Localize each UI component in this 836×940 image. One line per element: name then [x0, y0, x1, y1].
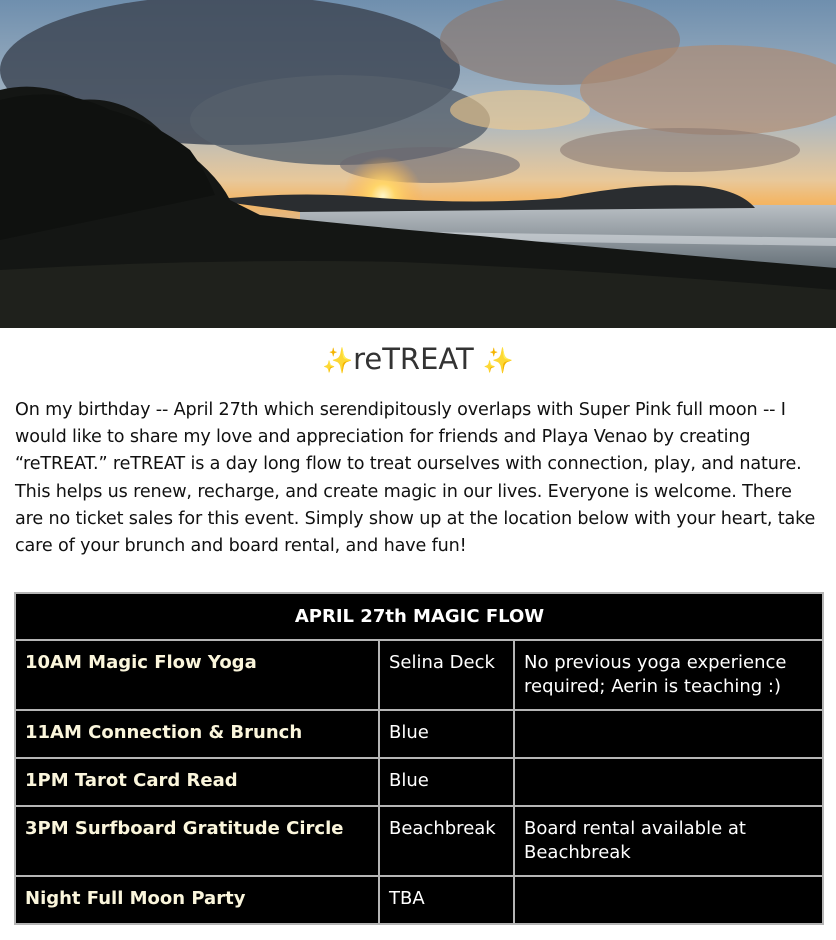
event-location: Beachbreak — [379, 806, 514, 876]
intro-paragraph: On my birthday -- April 27th which serendipitously overlaps with Super Pink full moon -- I would like to share my love and appreciation for friends and Playa Venao by creating “reTREAT.” reTREAT is a day long flow to treat ourselves with connection, play, and nature. This helps us renew, recharge, and create magic in our lives. Everyone is welcome. There are no ticket sales for this event. Simply show up at the location below with your heart, take care of your brunch and board rental, and have fun! — [15, 400, 816, 557]
event-note: Board rental available at Beachbreak — [514, 806, 823, 876]
title-text: reTREAT — [353, 342, 474, 376]
event-note — [514, 710, 823, 758]
event-note — [514, 758, 823, 806]
table-row — [15, 758, 823, 806]
page-title — [0, 338, 836, 382]
sunset-beach-photo — [0, 0, 836, 328]
event-time: 3PM Surfboard Gratitude Circle — [15, 806, 379, 876]
event-location: Blue — [379, 758, 514, 806]
table-row — [15, 806, 823, 876]
event-note: No previous yoga experience required; Aerin is teaching :) — [514, 640, 823, 710]
event-location: Selina Deck — [379, 640, 514, 710]
table-row — [15, 876, 823, 924]
event-time: 10AM Magic Flow Yoga — [15, 640, 379, 710]
sparkles-icon: ✨ — [321, 346, 354, 375]
event-time: 11AM Connection & Brunch — [15, 710, 379, 758]
table-row — [15, 710, 823, 758]
event-location: TBA — [379, 876, 514, 924]
schedule-table — [14, 592, 824, 925]
event-time: Night Full Moon Party — [15, 876, 379, 924]
schedule-heading: APRIL 27th MAGIC FLOW — [15, 593, 823, 640]
sparkles-icon: ✨ — [482, 346, 515, 375]
event-note — [514, 876, 823, 924]
table-row — [15, 640, 823, 710]
hero-photo — [0, 0, 836, 328]
event-time: 1PM Tarot Card Read — [15, 758, 379, 806]
event-location: Blue — [379, 710, 514, 758]
